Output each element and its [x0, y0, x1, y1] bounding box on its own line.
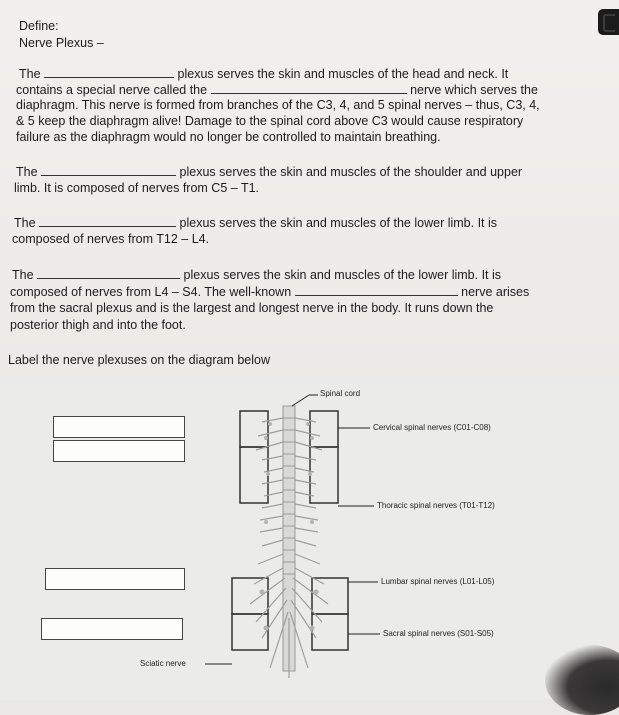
sciatic-nerve-blank[interactable]: [295, 283, 458, 296]
instruction-text: Label the nerve plexuses on the diagram below: [8, 353, 270, 367]
sciatic-nerve-label: Sciatic nerve: [140, 659, 186, 668]
p1-line5: failure as the diaphragm would no longer be controlled to maintain breathing.: [16, 130, 441, 144]
sacral-plexus-blank[interactable]: [37, 266, 180, 279]
label-box-lumbar-plexus[interactable]: [45, 568, 185, 590]
p4-line1: The plexus serves the skin and muscles of the lower limb. It is: [12, 268, 502, 282]
p4-line2: composed of nerves from L4 – S4. The well-known nerve arises: [10, 285, 530, 299]
p1-line2: contains a special nerve called the nerve which serves the: [16, 83, 538, 97]
spinal-cord-label: Spinal cord: [320, 389, 361, 398]
label-box-sacral-plexus[interactable]: [41, 618, 183, 640]
p1-line4: & 5 keep the diaphragm alive! Damage to the spinal cord above C3 would cause respiratory: [16, 114, 524, 128]
p3-line1: The plexus serves the skin and muscles of the lower limb. It is: [14, 216, 498, 230]
thoracic-nerves-label: Thoracic spinal nerves (T01-T12): [377, 501, 495, 510]
p1-line1: The plexus serves the skin and muscles of the head and neck. It: [19, 67, 509, 81]
lumbar-plexus-blank[interactable]: [39, 214, 176, 227]
finger-shadow: [545, 645, 619, 715]
phrenic-nerve-blank[interactable]: [211, 81, 407, 94]
p1-line3: diaphragm. This nerve is formed from branches of the C3, 4, and 5 spinal nerves – thus, C3, 4,: [16, 98, 540, 112]
nerve-plexus-diagram: [0, 378, 619, 700]
label-box-brachial-plexus[interactable]: [53, 440, 185, 462]
p4-line3: from the sacral plexus and is the largest and longest nerve in the body. It runs down the: [10, 301, 494, 315]
p2-line1: The plexus serves the skin and muscles of the shoulder and upper: [16, 165, 523, 179]
p4-line4: posterior thigh and into the foot.: [10, 318, 186, 332]
dark-tab-icon: [598, 9, 619, 35]
brachial-plexus-blank[interactable]: [41, 163, 176, 176]
p3-line2: composed of nerves from T12 – L4.: [12, 232, 210, 246]
label-box-cervical-plexus[interactable]: [53, 416, 185, 438]
lumbar-nerves-label: Lumbar spinal nerves (L01-L05): [381, 577, 495, 586]
p2-line2: limb. It is composed of nerves from C5 – T1.: [14, 181, 260, 195]
define-label: Define:: [19, 19, 59, 33]
cervical-plexus-blank[interactable]: [44, 65, 174, 78]
nerve-plexus-term: Nerve Plexus –: [19, 36, 104, 50]
cervical-nerves-label: Cervical spinal nerves (C01-C08): [373, 423, 491, 432]
sacral-nerves-label: Sacral spinal nerves (S01-S05): [383, 629, 494, 638]
